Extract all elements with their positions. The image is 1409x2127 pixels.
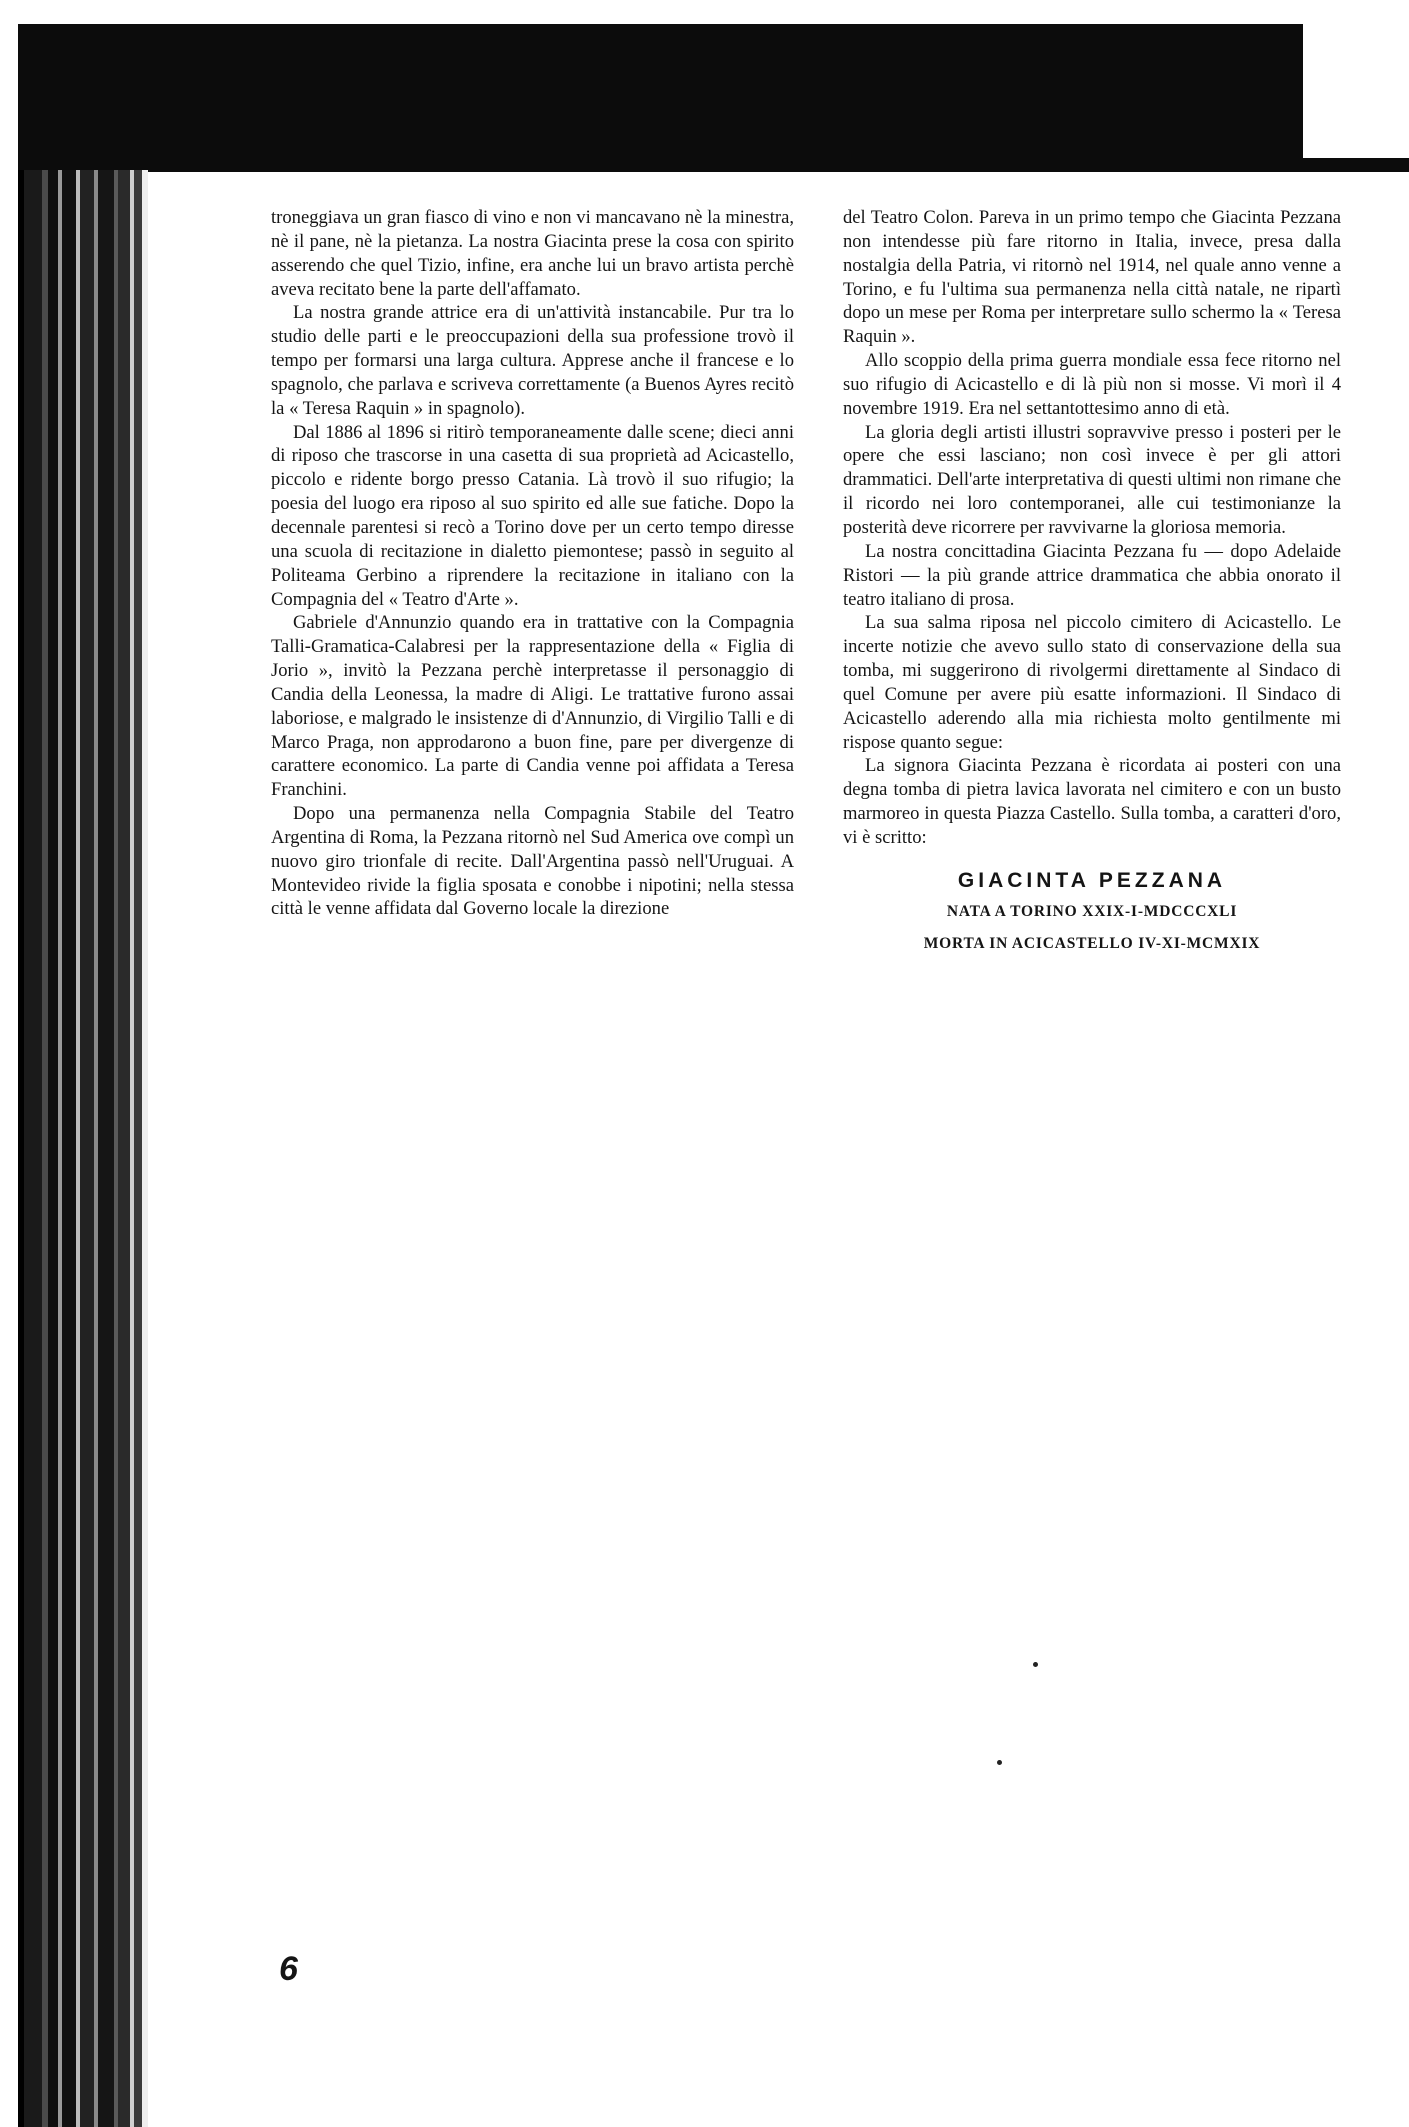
left-text-column [271,206,794,921]
page-number: 6 [279,1950,298,1988]
paragraph: La sua salma riposa nel piccolo cimitero di Acicastello. Le incerte notizie che avevo sullo stato di conservazione della sua tomba, mi suggerirono di rivolgermi direttamente al Sindaco di quel Comune per avere più esatte informazioni. Il Sindaco di Acicastello aderendo alla mia richiesta molto gentilmente mi rispose quanto segue: [843,612,1341,753]
paragraph: Gabriele d'Annunzio quando era in trattative con la Compagnia Talli-Gramatica-Calabresi per la rappresentazione della « Figlia di Jorio », invitò la Pezzana perchè interpretasse il personaggio di Candia della Leonessa, la madre di Aligi. Le trattative furono assai laboriose, e malgrado le insistenze di d'Annunzio, di Virgilio Talli e di Marco Praga, non approdarono a buon fine, pare per divergenze di carattere economico. La parte di Candia venne poi affidata a Teresa Franchini. [271,612,794,801]
epitaph-died: MORTA IN ACICASTELLO IV-XI-MCMXIX [923,934,1261,952]
paragraph: La signora Giacinta Pezzana è ricordata ai posteri con una degna tomba di pietra lavica lavorata nel cimitero e con un busto marmoreo in questa Piazza Castello. Sulla tomba, a caratteri d'oro, vi è scritto: [843,755,1341,848]
left-binding-edge [18,170,148,2127]
paragraph: Allo scoppio della prima guerra mondiale essa fece ritorno nel suo rifugio di Acicastello e di là più non si mosse. Vi morì il 4 novembre 1919. Era nel settantottesimo anno di età. [843,350,1341,419]
paragraph: del Teatro Colon. Pareva in un primo tempo che Giacinta Pezzana non intendesse più fare ritorno in Italia, invece, presa dalla nostalgia della Patria, vi ritornò nel 1914, nel quale anno venne a Torino, e fu l'ultima sua permanenza nella città natale, ne ripartì dopo un mese per Roma per interpretare sullo schermo la « Teresa Raquin ». [843,207,1341,348]
print-speck [997,1760,1002,1765]
paragraph: La nostra concittadina Giacinta Pezzana fu — dopo Adelaide Ristori — la più grande attrice drammatica che abbia onorato il teatro italiano di prosa. [843,540,1341,610]
right-text-column [843,206,1341,960]
print-speck [1033,1662,1038,1667]
paragraph: Dal 1886 al 1896 si ritirò temporaneamente dalle scene; dieci anni di riposo che trascorse in una casetta di sua proprietà ad Acicastello, piccolo e ridente borgo presso Catania. Là trovò il suo rifugio; la poesia del luogo era riposo al suo spirito ed alle sue fatiche. Dopo la decennale parentesi si recò a Torino dove per un certo tempo diresse una scuola di recitazione in dialetto piemontese; passò in seguito al Politeama Gerbino a riprendere la recitazione in italiano con la Compagnia del « Teatro d'Arte ». [271,421,794,610]
epitaph-born: NATA A TORINO XXIX-I-MDCCCXLI [946,902,1238,920]
top-right-border [1303,158,1409,172]
paragraph: troneggiava un gran fiasco di vino e non vi mancavano nè la minestra, nè il pane, nè la pietanza. La nostra Giacinta prese la cosa con spirito asserendo che quel Tizio, infine, era anche lui un bravo artista perchè aveva recitato bene la parte dell'affamato. [271,207,794,300]
left-spine-line [18,170,24,2127]
paragraph: La gloria degli artisti illustri sopravvive presso i posteri per le opere che essi lasciano; non così invece è per gli attori drammatici. Dell'arte interpretativa di questi ultimi non rimane che il ricordo nei loro contemporanei, alle cui testimonianze la posterità deve ricorrere per ravvivarne la gloriosa memoria. [843,421,1341,538]
paragraph: La nostra grande attrice era di un'attività instancabile. Pur tra lo studio delle parti e le preoccupazioni della sua professione trovò il tempo per formarsi una larga cultura. Apprese anche il francese e lo spagnolo, che parlava e scriveva correttamente (a Buenos Ayres recitò la « Teresa Raquin » in spagnolo). [271,302,794,419]
epitaph [843,866,1341,960]
top-black-border [18,24,1303,172]
paragraph: Dopo una permanenza nella Compagnia Stabile del Teatro Argentina di Roma, la Pezzana ritornò nel Sud America ove compì un nuovo giro trionfale di recite. Dall'Argentina passò nell'Uruguai. A Montevideo rivide la figlia sposata e conobbe i nipotini; nella stessa città le venne affidata dal Governo locale la direzione [271,803,794,920]
epitaph-name: GIACINTA PEZZANA [957,868,1227,892]
